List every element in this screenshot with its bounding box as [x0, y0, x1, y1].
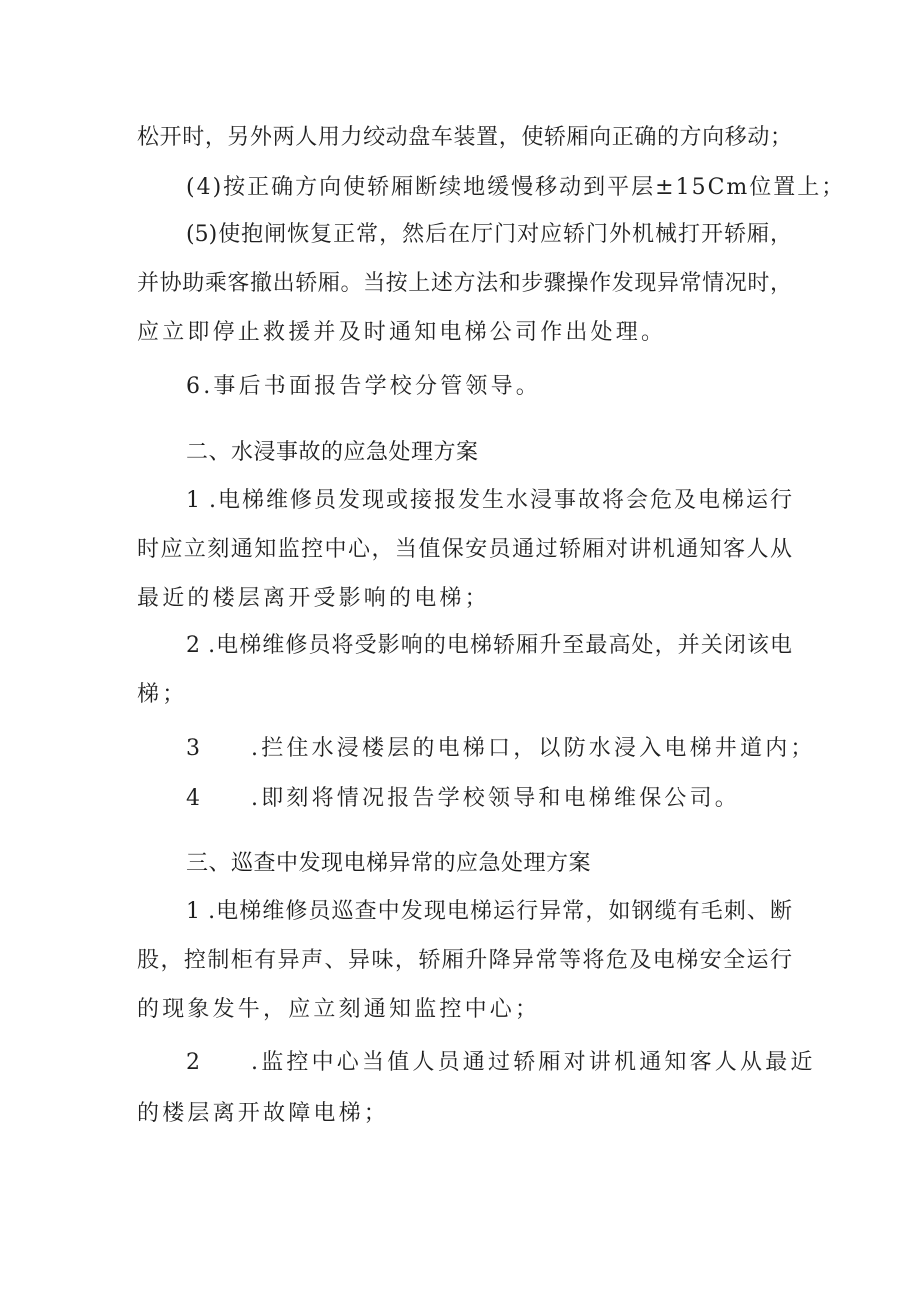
paragraph-line: 时应立刻通知监控中心，当值保安员通过轿厢对讲机通知客人从: [137, 537, 792, 562]
paragraph-line: 应立即停止救援并及时通知电梯公司作出处理。: [137, 320, 667, 345]
list-item: [186, 734, 816, 764]
paragraph-line: 1 .电梯维修员发现或接报发生水浸事故将会危及电梯运行: [186, 488, 792, 513]
paragraph-line: 2 .电梯维修员将受影响的电梯轿厢升至最高处，并关闭该电: [186, 633, 792, 658]
paragraph-line: (4)按正确方向使轿厢断续地缓慢移动到平层±15Cm位置上；: [186, 175, 846, 200]
paragraph-line: 6.事后书面报告学校分管领导。: [186, 374, 541, 399]
paragraph-line: 最近的楼层离开受影响的电梯；: [137, 586, 490, 611]
list-text: .拦住水浸楼层的电梯口，以防水浸入电梯井道内；: [251, 736, 816, 761]
paragraph-line: 的楼层离开故障电梯；: [137, 1101, 390, 1126]
paragraph-line: 梯；: [137, 682, 188, 707]
list-number: 2: [186, 1050, 204, 1075]
paragraph-line: (5)使抱闸恢复正常，然后在厅门对应轿门外机械打开轿厢，: [186, 222, 792, 247]
list-item: [186, 1048, 816, 1078]
list-number: 3: [186, 736, 204, 761]
section-heading: 二、水浸事故的应急处理方案: [186, 440, 479, 465]
list-text: .监控中心当值人员通过轿厢对讲机通知客人从最近: [251, 1050, 816, 1075]
list-text: .即刻将情况报告学校领导和电梯维保公司。: [251, 786, 740, 811]
section-heading: 三、巡查中发现电梯异常的应急处理方案: [186, 851, 592, 876]
list-number: 4: [186, 786, 204, 811]
paragraph-line: 松开时，另外两人用力绞动盘车装置，使轿厢向正确的方向移动；: [137, 125, 792, 150]
list-item: [186, 784, 740, 814]
paragraph-line: 1 .电梯维修员巡查中发现电梯运行异常，如钢缆有毛刺、断: [186, 899, 792, 924]
paragraph-line: 的现象发牛，应立刻通知监控中心；: [137, 997, 541, 1022]
paragraph-line: 股，控制柜有异声、异味，轿厢升降异常等将危及电梯安全运行: [137, 948, 792, 973]
paragraph-line: 并协助乘客撤出轿厢。当按上述方法和步骤操作发现异常情况时，: [137, 271, 792, 296]
